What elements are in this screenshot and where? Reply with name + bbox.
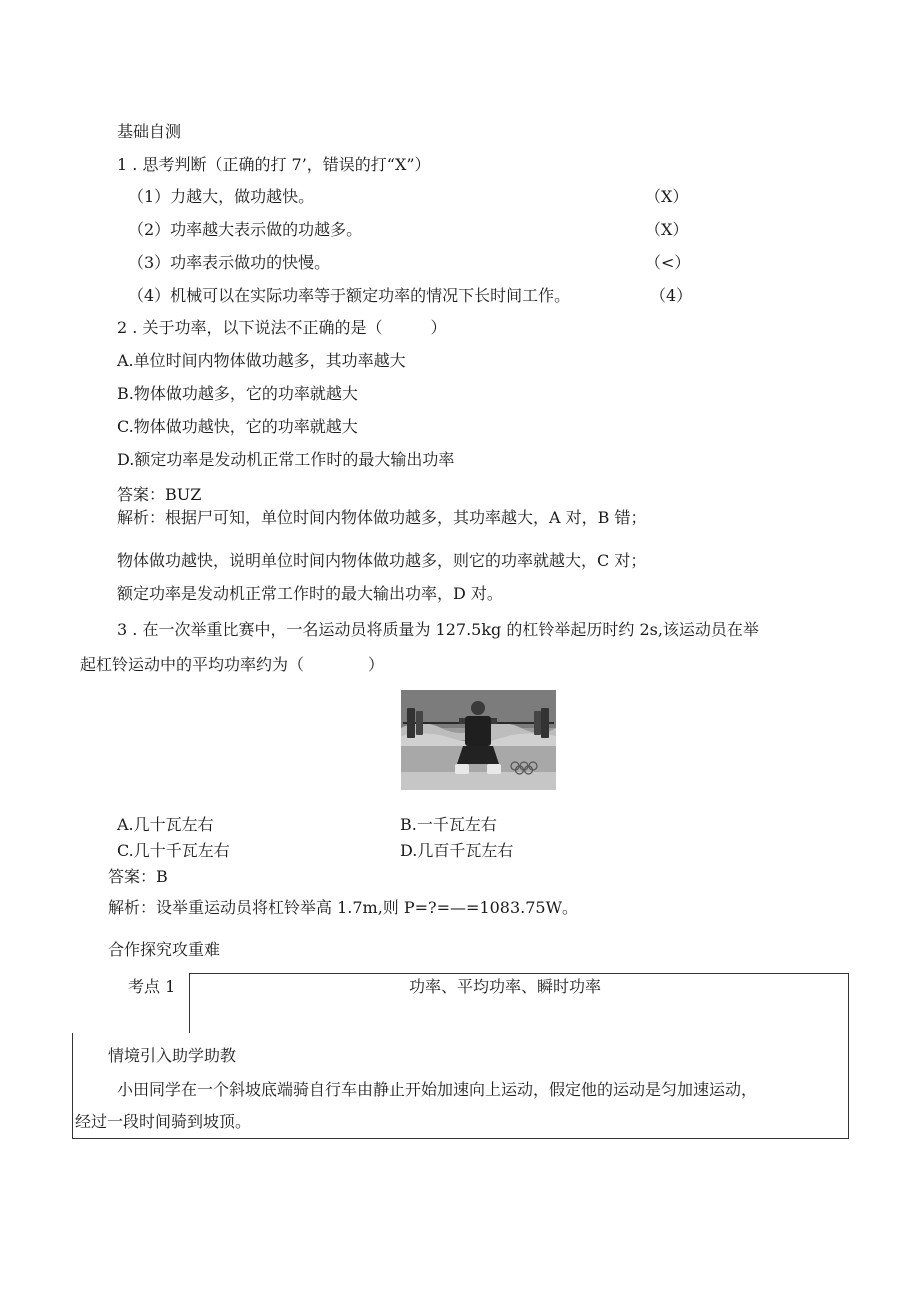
analysis-line: 额定功率是发动机正常工作时的最大输出功率，D 对。 [117, 584, 503, 603]
option-a: A.单位时间内物体做功越多，其功率越大 [117, 351, 406, 370]
answer: 答案：BUZ [117, 485, 202, 504]
answer: 答案：B [108, 867, 168, 886]
point-title: 功率、平均功率、瞬时功率 [409, 977, 602, 996]
box-border-right [848, 973, 849, 1138]
context-text: 经过一段时间骑到坡顶。 [75, 1112, 252, 1131]
question-3-stem: 3 . 在一次举重比赛中，一名运动员将质量为 127.5kg 的杠铃举起历时约 2s,该运动员在举 [117, 620, 759, 639]
judgement-item: （1）力越大，做功越快。 [128, 187, 315, 206]
judgement-mark: （X） [645, 187, 689, 206]
analysis-line: 解析：设举重运动员将杠铃举高 1.7m,则 P=?=—=1083.75W。 [108, 898, 579, 917]
point-label: 考点 1 [128, 977, 176, 996]
judgement-item: （2）功率越大表示做的功越多。 [128, 220, 363, 239]
box-border-top [189, 973, 848, 974]
context-text: 小田同学在一个斜坡底端骑自行车由静止开始加速向上运动，假定他的运动是匀加速运动， [117, 1080, 758, 1099]
option-d: D.几百千瓦左右 [400, 841, 514, 860]
box-border-bottom [72, 1138, 849, 1139]
analysis-line: 解析：根据尸可知，单位时间内物体做功越多，其功率越大，A 对，B 错； [117, 508, 647, 527]
question-3-stem-cont: 起杠铃运动中的平均功率约为（ ） [80, 655, 385, 674]
context-heading: 情境引入助学助教 [108, 1046, 237, 1065]
analysis-line: 物体做功越快，说明单位时间内物体做功越多，则它的功率就越大，C 对； [117, 551, 647, 570]
question-2-stem: 2 . 关于功率，以下说法不正确的是（ ） [117, 318, 447, 337]
box-divider [189, 973, 190, 1033]
option-c: C.几十千瓦左右 [117, 841, 230, 860]
option-b: B.一千瓦左右 [400, 815, 497, 834]
option-a: A.几十瓦左右 [117, 815, 214, 834]
option-c: C.物体做功越快，它的功率就越大 [117, 417, 358, 436]
option-b: B.物体做功越多，它的功率就越大 [117, 384, 358, 403]
judgement-item: （3）功率表示做功的快慢。 [128, 253, 331, 272]
option-d: D.额定功率是发动机正常工作时的最大输出功率 [117, 450, 455, 469]
judgement-item: （4）机械可以在实际功率等于额定功率的情况下长时间工作。 [128, 286, 571, 305]
question-1-stem: 1 . 思考判断（正确的打 7’，错误的打“X”） [117, 155, 431, 174]
judgement-mark: （4） [650, 286, 693, 305]
weightlifter-photo [401, 690, 556, 790]
box-border-left [72, 1033, 73, 1138]
section-heading: 合作探究攻重难 [108, 940, 221, 959]
judgement-mark: （<） [645, 253, 691, 272]
section-heading: 基础自测 [117, 122, 182, 141]
judgement-mark: （X） [645, 220, 689, 239]
